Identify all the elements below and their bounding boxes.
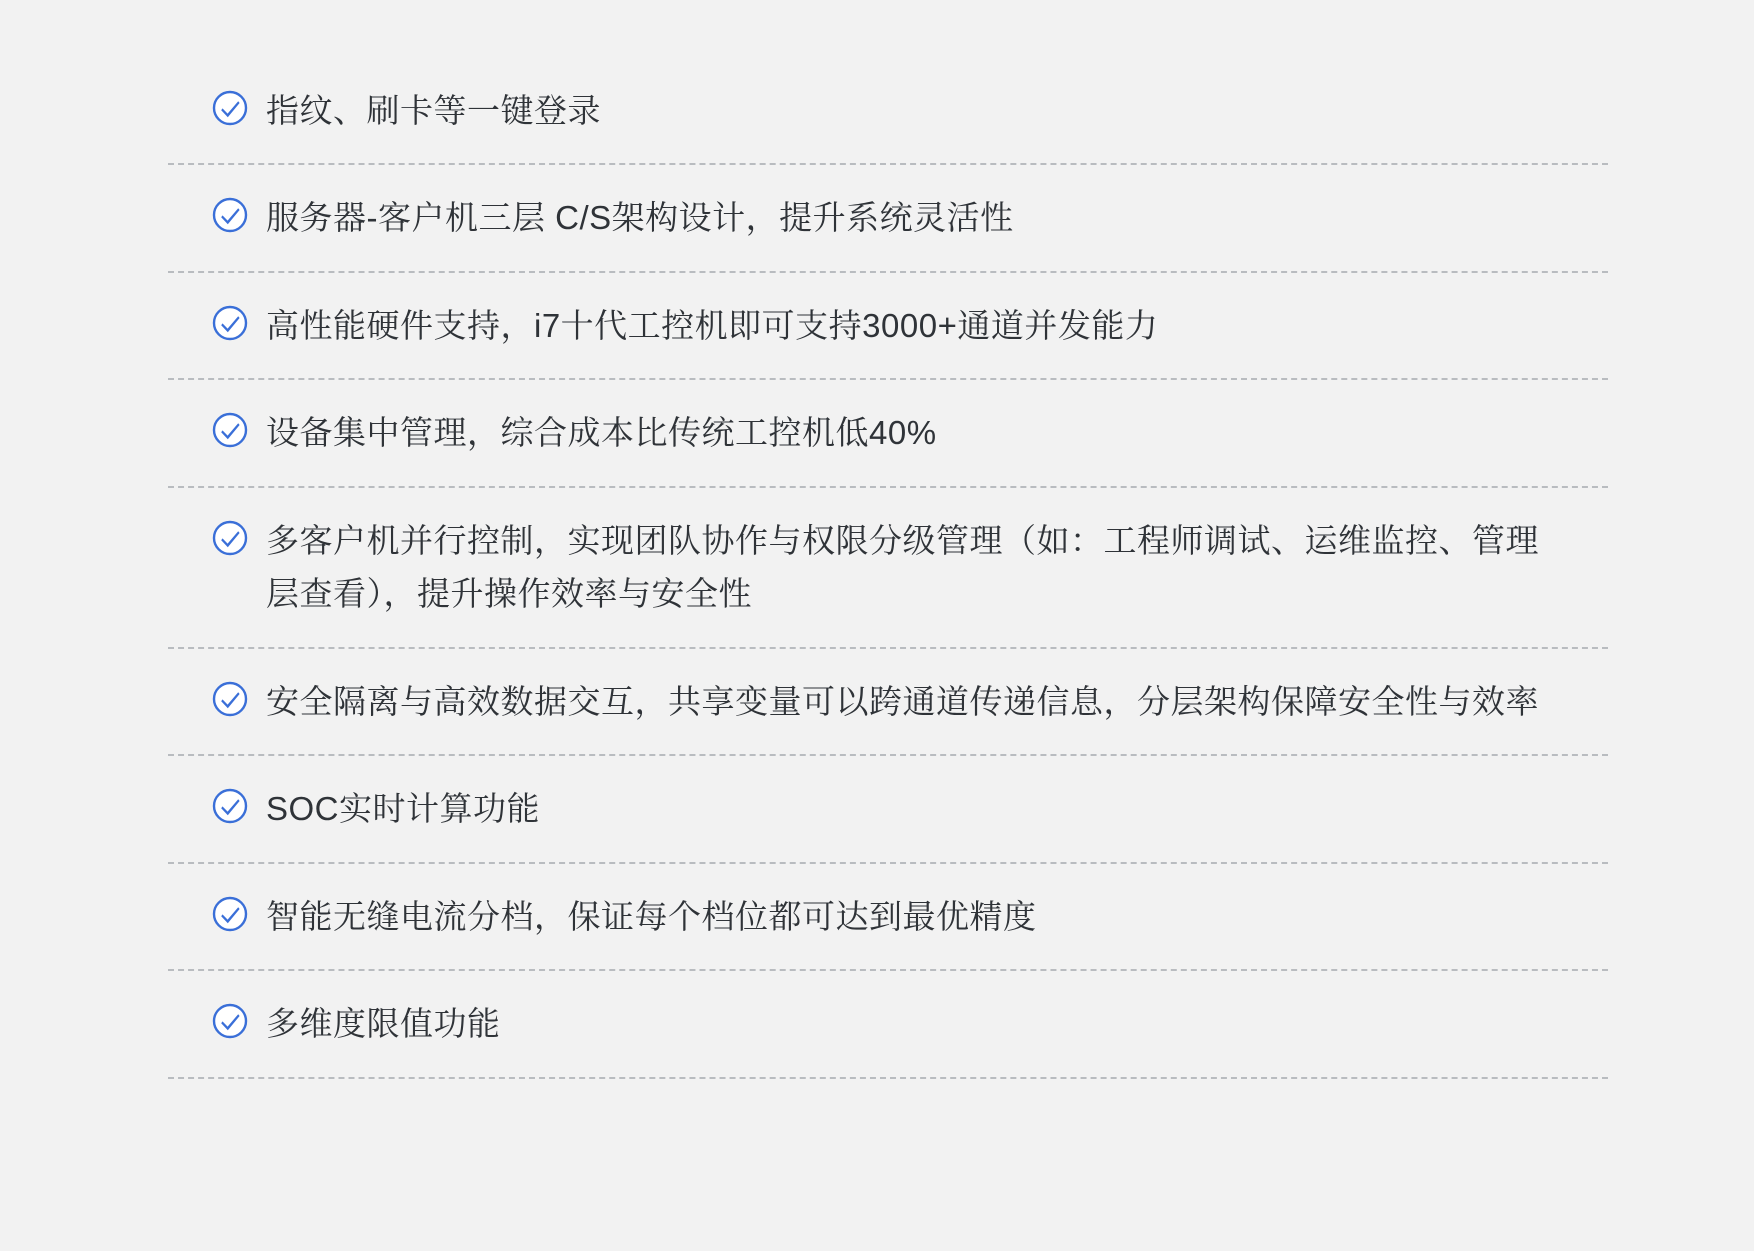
list-item-9 (168, 971, 1608, 1076)
feature-text: 服务器-客户机三层 C/S架构设计，提升系统灵活性 (266, 199, 1014, 237)
feature-list (168, 58, 1608, 1079)
check-circle-icon (212, 412, 248, 448)
list-item-8 (168, 864, 1608, 969)
feature-text: 智能无缝电流分档，保证每个档位都可达到最优精度 (266, 897, 1037, 935)
list-item-6 (168, 649, 1608, 754)
list-item-5 (168, 488, 1608, 647)
feature-text: 多维度限值功能 (266, 1005, 501, 1043)
list-item-7 (168, 756, 1608, 861)
check-circle-icon (212, 90, 248, 126)
row-divider (168, 1077, 1608, 1079)
list-item-2 (168, 165, 1608, 270)
check-circle-icon (212, 681, 248, 717)
feature-text: 多客户机并行控制，实现团队协作与权限分级管理（如：工程师调试、运维监控、管理层查看），提升操作效率与安全性 (266, 521, 1539, 613)
list-item-3 (168, 273, 1608, 378)
check-circle-icon (212, 305, 248, 341)
feature-text: SOC实时计算功能 (266, 790, 541, 828)
list-item-1 (168, 58, 1608, 163)
feature-text: 指纹、刷卡等一键登录 (266, 92, 601, 129)
check-circle-icon (212, 896, 248, 932)
feature-text: 安全隔离与高效数据交互，共享变量可以跨通道传递信息，分层架构保障安全性与效率 (266, 682, 1539, 720)
check-circle-icon (212, 520, 248, 556)
feature-text: 设备集中管理，综合成本比传统工控机低40% (266, 414, 937, 452)
check-circle-icon (212, 197, 248, 233)
check-circle-icon (212, 1003, 248, 1039)
list-item-4 (168, 380, 1608, 485)
feature-text: 高性能硬件支持，i7十代工控机即可支持3000+通道并发能力 (266, 306, 1159, 344)
check-circle-icon (212, 788, 248, 824)
